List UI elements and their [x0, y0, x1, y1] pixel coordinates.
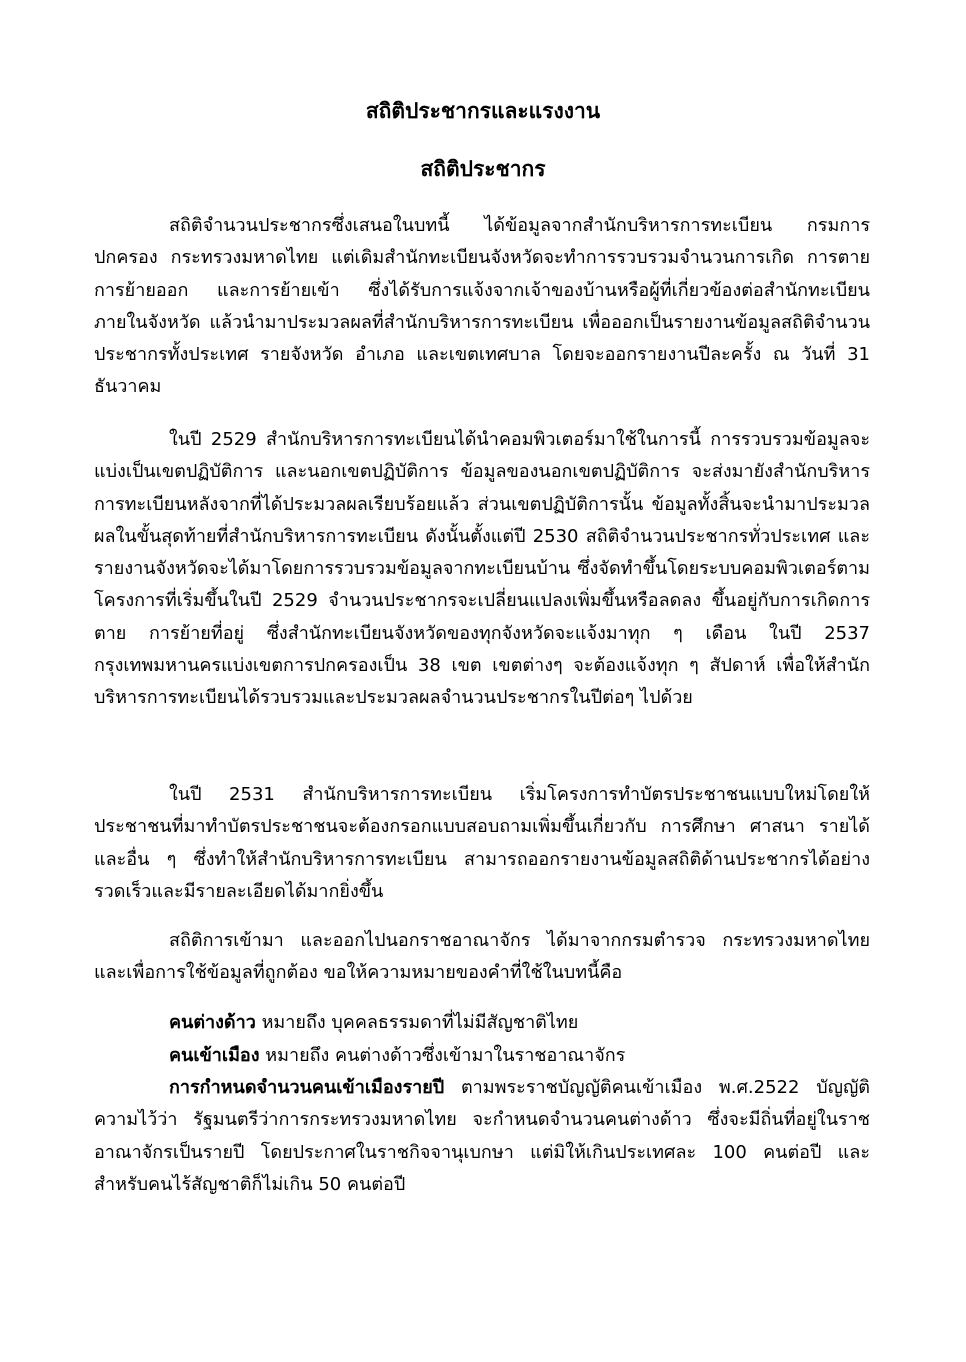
definition-term: คนเข้าเมือง: [169, 1045, 260, 1066]
definition-immigrant: [94, 1040, 870, 1072]
definition-text: หมายถึง คนต่างด้าวซึ่งเข้ามาในราชอาณาจักร: [259, 1045, 626, 1066]
definition-term: การกำหนดจำนวนคนเข้าเมืองรายปี: [169, 1077, 445, 1098]
paragraph-population-source: สถิติจำนวนประชากรซึ่งเสนอในบทนี้ ได้ข้อมูลจากสำนักบริหารการทะเบียน กรมการปกครอง กระทรวงมหาดไทย แต่เดิมสำนักทะเบียนจังหวัดจะทำการรวบรวมจำนวนการเกิด การตาย การย้ายออก และการย้ายเข้า ซึ่งได้รับการแจ้งจากเจ้าของบ้านหรือผู้ที่เกี่ยวข้องต่อสำนักทะเบียนภายในจังหวัด แล้วนำมาประมวลผลที่สำนักบริหารการทะเบียน เพื่อออกเป็นรายงานข้อมูลสถิติจำนวนประชากรทั้งประเทศ รายจังหวัด อำเภอ และเขตเทศบาล โดยจะออกรายงานปีละครั้ง ณ วันที่ 31 ธันวาคม: [94, 215, 870, 398]
paragraph-id-card-project: ในปี 2531 สำนักบริหารการทะเบียน เริ่มโครงการทำบัตรประชาชนแบบใหม่โดยให้ประชาชนที่มาทำบัตรประชาชนจะต้องกรอกแบบสอบถามเพิ่มขึ้นเกี่ยวกับ การศึกษา ศาสนา รายได้ และอื่น ๆ ซึ่งทำให้สำนักบริหารการทะเบียน สามารถออกรายงานข้อมูลสถิติด้านประชากรได้อย่างรวดเร็วและมีรายละเอียดได้มากยิ่งขึ้น: [94, 784, 870, 902]
definition-text: ตามพระราชบัญญัติคนเข้าเมือง พ.ศ.2522 บัญญัติความไว้ว่า รัฐมนตรีว่าการกระทรวงมหาดไทย จะกำหนดจำนวนคนต่างด้าว ซึ่งจะมีถิ่นที่อยู่ในราชอาณาจักรเป็นรายปี โดยประกาศในราชกิจจานุเบกษา แต่มิให้เกินประเทศละ 100 คนต่อปี และสำหรับคนไร้สัญชาติก็ไม่เกิน 50 คนต่อปี: [94, 1077, 870, 1195]
definition-alien: [94, 1007, 870, 1039]
definition-text: หมายถึง บุคคลธรรมดาที่ไม่มีสัญชาติไทย: [255, 1012, 579, 1033]
definition-annual-quota: [94, 1072, 870, 1201]
page-title: สถิติประชากรและแรงงาน: [365, 99, 601, 123]
paragraph-computerization: ในปี 2529 สำนักบริหารการทะเบียนได้นำคอมพิวเตอร์มาใช้ในการนี้ การรวบรวมข้อมูลจะแบ่งเป็นเขตปฏิบัติการ และนอกเขตปฏิบัติการ ข้อมูลของนอกเขตปฏิบัติการ จะส่งมายังสำนักบริหารการทะเบียนหลังจากที่ได้ประมวลผลเรียบร้อยแล้ว ส่วนเขตปฏิบัติการนั้น ข้อมูลทั้งสิ้นจะนำมาประมวลผลในขั้นสุดท้ายที่สำนักบริหารการทะเบียน ดังนั้นตั้งแต่ปี 2530 สถิติจำนวนประชากรทั่วประเทศ และรายงานจังหวัดจะได้มาโดยการรวบรวมข้อมูลจากทะเบียนบ้าน ซึ่งจัดทำขึ้นโดยระบบคอมพิวเตอร์ตามโครงการที่เริ่มขึ้นในปี 2529 จำนวนประชากรจะเปลี่ยนแปลงเพิ่มขึ้นหรือลดลง ขึ้นอยู่กับการเกิดการตาย การย้ายที่อยู่ ซึ่งสำนักทะเบียนจังหวัดของทุกจังหวัดจะแจ้งมาทุก ๆ เดือน ในปี 2537 กรุงเทพมหานครแบ่งเขตการปกครองเป็น 38 เขต เขตต่างๆ จะต้องแจ้งทุก ๆ สัปดาห์ เพื่อให้สำนักบริหารการทะเบียนได้รวบรวมและประมวลผลจำนวนประชากรในปีต่อๆ ไปด้วย: [94, 429, 870, 709]
definition-term: คนต่างด้าว: [169, 1012, 256, 1033]
section-title: สถิติประชากร: [420, 157, 546, 181]
paragraph-immigration-source: สถิติการเข้ามา และออกไปนอกราชอาณาจักร ได้มาจากกรมตำรวจ กระทรวงมหาดไทย และเพื่อการใช้ข้อมูลที่ถูกต้อง ขอให้ความหมายของคำที่ใช้ในบทนี้คือ: [94, 930, 870, 984]
